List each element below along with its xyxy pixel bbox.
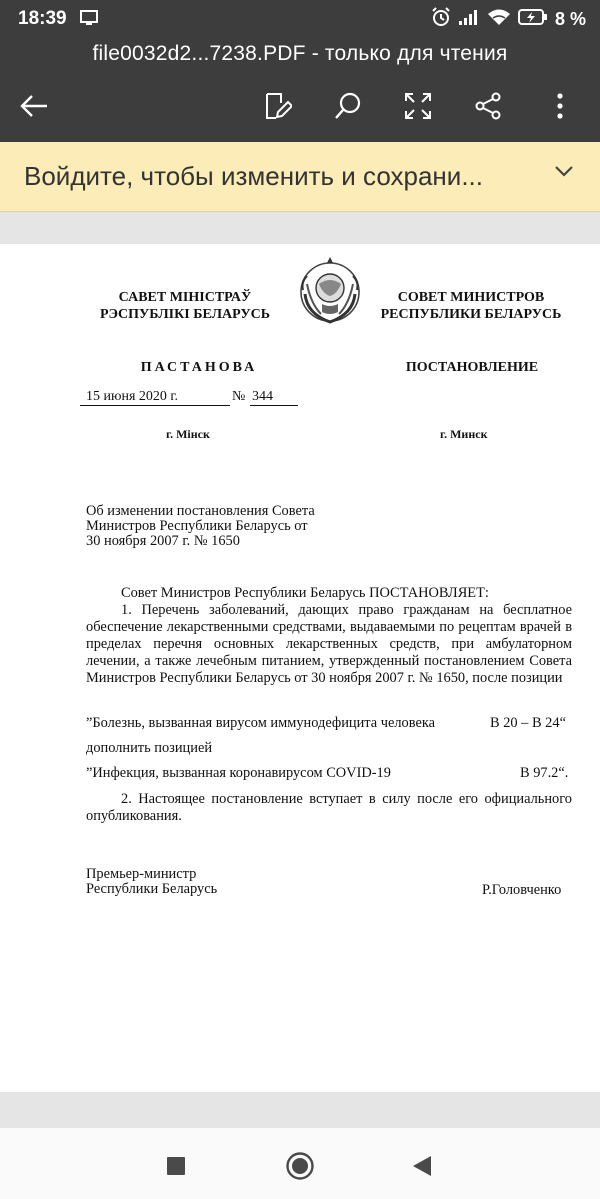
add-position-text: дополнить позицией — [86, 740, 213, 756]
banner-text: Войдите, чтобы изменить и сохрани... — [24, 161, 483, 191]
document-date: 15 июня 2020 г. — [80, 389, 230, 406]
preamble: Совет Министров Республики Беларусь ПОСТАНОВЛЯЕТ: — [121, 585, 489, 601]
signer-name: Р.Головченко — [482, 882, 562, 898]
position-2-code: B 97.2“. — [520, 765, 569, 781]
status-time: 18:39 — [18, 8, 67, 29]
signer-title-line: Республики Беларусь — [86, 881, 218, 897]
header-left-line: САВЕТ МІНІСТРАЎ — [118, 290, 252, 305]
battery-percent: 8 % — [554, 9, 586, 29]
alarm-icon — [431, 7, 451, 32]
screen-icon — [80, 10, 98, 31]
back-arrow-icon[interactable] — [14, 86, 54, 126]
fullscreen-icon[interactable] — [398, 86, 438, 126]
city-left: г. Мінск — [166, 427, 210, 441]
position-1-code: B 20 – B 24“ — [490, 715, 566, 731]
title-right: ПОСТАНОВЛЕНИЕ — [405, 360, 539, 375]
navigation-bar — [0, 1128, 600, 1199]
battery-icon — [518, 8, 548, 31]
subject-line: 30 ноября 2007 г. № 1650 — [86, 533, 240, 549]
header-right — [366, 289, 576, 323]
document-number: 344 — [250, 389, 298, 406]
more-icon[interactable] — [540, 86, 580, 126]
coat-of-arms-emblem — [297, 254, 363, 328]
document-subject — [86, 504, 346, 549]
position-1-text: ”Болезнь, вызванная вирусом иммунодефицита человека — [86, 715, 436, 731]
subject-line: Министров Республики Беларусь от — [86, 518, 308, 534]
signal-icon — [458, 8, 480, 31]
file-title: file0032d2...7238.PDF - только для чтения — [92, 42, 508, 65]
header-left — [92, 289, 278, 323]
subject-line: Об изменении постановления Совета — [86, 503, 315, 519]
chevron-down-icon[interactable] — [554, 164, 574, 183]
pdf-viewer[interactable] — [0, 212, 600, 1128]
search-icon[interactable] — [328, 86, 368, 126]
wifi-icon — [487, 8, 511, 31]
share-icon[interactable] — [468, 86, 508, 126]
status-bar — [0, 0, 600, 36]
back-triangle-icon[interactable] — [406, 1150, 438, 1182]
number-label: № — [232, 389, 246, 404]
header-left-line: РЭСПУБЛІКІ БЕЛАРУСЬ — [99, 307, 270, 322]
city-right: г. Минск — [440, 427, 488, 441]
signer-title-line: Премьер-министр — [86, 866, 197, 882]
pdf-page — [0, 244, 600, 1092]
position-2-text: ”Инфекция, вызванная коронавирусом COVID-19 — [86, 765, 391, 781]
title-left: ПАСТАНОВА — [140, 360, 258, 375]
paragraph-2: 2. Настоящее постановление вступает в силу после его официального опубликования. — [86, 791, 572, 824]
signer-title — [86, 867, 217, 897]
edit-icon[interactable] — [258, 86, 298, 126]
header-right-line: СОВЕТ МИНИСТРОВ — [397, 290, 545, 305]
header-right-line: РЕСПУБЛИКИ БЕЛАРУСЬ — [380, 307, 562, 322]
signin-banner[interactable] — [0, 142, 600, 212]
recents-square-icon[interactable] — [160, 1150, 192, 1182]
app-bar — [0, 36, 600, 142]
home-circle-icon[interactable] — [284, 1150, 316, 1182]
paragraph-1: 1. Перечень заболеваний, дающих право гражданам на бесплатное обеспечение лекарственными средствами, выдаваемыми по рецептам врачей в пределах перечня основных лекарственных средств, при амбулаторном лечении, а также лечебным питанием, утвержденный постановлением Совета Министров Республики Беларусь от 30 ноября 2007 г. № 1650, после позиции — [86, 602, 572, 686]
